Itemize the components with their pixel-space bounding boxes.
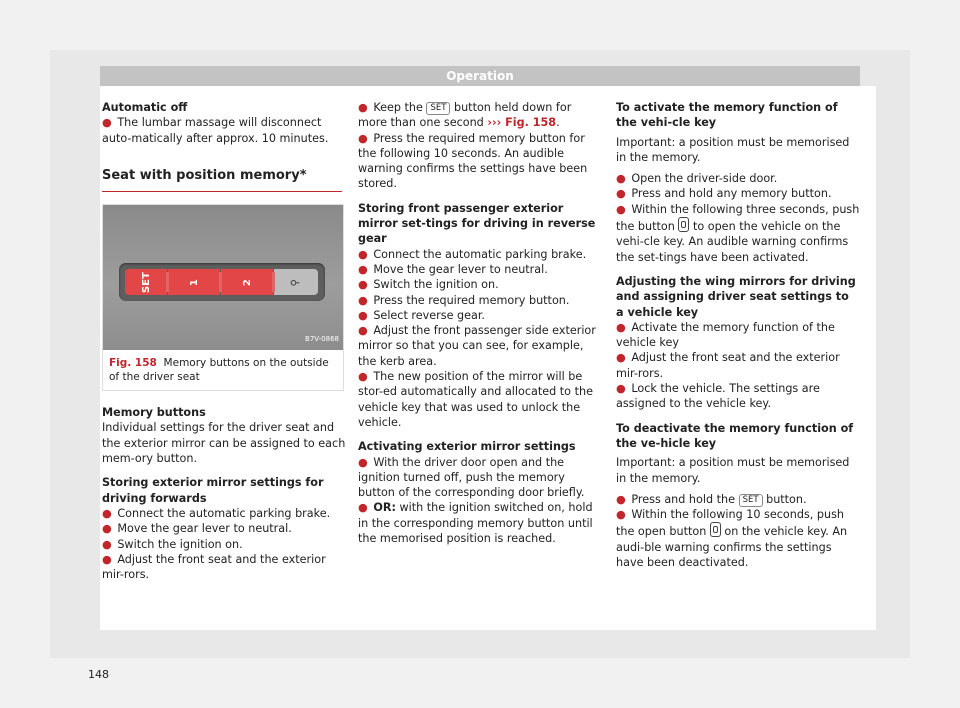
paragraph: Individual settings for the driver seat and the exterior mirror can be assigned to each mem-ory button. — [102, 421, 346, 466]
set-key-icon: SET — [739, 494, 763, 507]
list-item: ● Within the following three seconds, push the button to open the vehicle on the vehi-cle key. An audible warning confirms the set-tings have been activated. — [616, 202, 860, 264]
list-item: ● With the driver door open and the ignition turned off, push the memory button of the corresponding door briefly. — [358, 455, 585, 500]
list-item — [102, 115, 346, 146]
heading-adjusting-mirrors: Adjusting the wing mirrors for driving and assigning driver seat settings to a vehicle key — [616, 274, 856, 319]
page-frame — [50, 50, 910, 681]
heading-deactivate-key: To deactivate the memory function of the ve-hicle key — [616, 421, 854, 450]
lock-icon: ⚲ — [274, 269, 318, 295]
figure-label: Fig. 158 — [109, 357, 157, 370]
figure-158 — [102, 204, 344, 391]
list-item: ● Within the following 10 seconds, push the open button on the vehicle key. An audi-ble warning confirms the settings have been deactivated. — [616, 508, 848, 570]
list-item: ● Press the required memory button for the following 10 seconds. An audible warning confirms the settings have been stored. — [358, 131, 588, 191]
list-item: ● The new position of the mirror will be stor-ed automatically and allocated to the vehicle key that was used to unlock the vehicle. — [358, 370, 593, 429]
list-item: ● Adjust the front seat and the exterior mir-rors. — [616, 351, 840, 380]
figure-reference[interactable]: ››› Fig. 158 — [487, 116, 557, 130]
list-item: ● Select reverse gear. — [358, 308, 485, 322]
content-area — [100, 86, 876, 630]
list-item: ● Activate the memory function of the vehicle key — [616, 320, 835, 350]
list-item: ● Adjust the front passenger side exterior mirror so that you can see, for example, the kerb area. — [358, 324, 596, 368]
heading-activating-mirror: Activating exterior mirror settings — [358, 440, 576, 454]
key-unlock-icon — [678, 217, 689, 232]
heading-automatic-off: Automatic off — [102, 101, 188, 114]
section-title: Seat with position memory* — [102, 168, 342, 192]
list-item: ● Press the required memory button. — [358, 293, 570, 307]
divider — [219, 272, 222, 292]
heading-storing-forwards: Storing exterior mirror settings for driving forwards — [102, 476, 324, 505]
heading-storing-reverse: Storing front passenger exterior mirror set-tings for driving in reverse gear — [358, 201, 596, 246]
list-item: ● Move the gear lever to neutral. — [358, 262, 548, 276]
set-key-icon: SET — [426, 102, 450, 115]
bullet-icon: ● — [102, 116, 112, 130]
list-item: ● Press and hold the SET button. — [616, 492, 807, 506]
list-item: ● Keep the SET button held down for more than one second ››› Fig. 158. — [358, 101, 572, 130]
list-item: ● Lock the vehicle. The settings are assigned to the vehicle key. — [616, 382, 820, 411]
page-number: 148 — [88, 668, 109, 681]
divider — [272, 272, 275, 292]
list-item: ● Switch the ignition on. — [358, 278, 499, 292]
figure-code: B7V-0868 — [305, 334, 339, 343]
paragraph: Important: a position must be memorised in the memory. — [616, 456, 850, 485]
figure-caption — [103, 350, 343, 390]
list-item-text: The lumbar massage will disconnect auto-matically after approx. 10 minutes. — [102, 116, 329, 145]
divider — [166, 272, 169, 292]
page-header: Operation — [100, 66, 860, 86]
column-1 — [102, 100, 346, 582]
list-item: ● Move the gear lever to neutral. — [102, 522, 292, 536]
key-unlock-icon — [710, 522, 721, 537]
memory-button-2: 2 — [221, 269, 273, 295]
heading-activate-key: To activate the memory function of the vehi-cle key — [616, 101, 838, 130]
column-2 — [358, 100, 602, 546]
caption-text: Memory buttons on the outside of the driver seat — [109, 357, 329, 383]
list-item: ● Connect the automatic parking brake. — [358, 247, 587, 261]
or-label: OR: — [373, 501, 396, 515]
memory-button-1: 1 — [168, 269, 220, 295]
paragraph: Important: a position must be memorised in the memory. — [616, 135, 850, 164]
list-item: ● Switch the ignition on. — [102, 537, 243, 551]
list-item: ● OR: with the ignition switched on, hold in the corresponding memory button until the memorised position is reached. — [358, 501, 593, 546]
list-item: ● Press and hold any memory button. — [616, 187, 832, 201]
column-3 — [616, 100, 860, 570]
set-button: SET — [125, 269, 167, 295]
heading-memory-buttons: Memory buttons — [102, 406, 206, 420]
list-item: ● Open the driver-side door. — [616, 172, 778, 186]
button-panel — [119, 263, 325, 301]
list-item: ● Adjust the front seat and the exterior mir-rors. — [102, 552, 326, 582]
memory-buttons-photo — [103, 205, 343, 350]
list-item: ● Connect the automatic parking brake. — [102, 506, 331, 520]
